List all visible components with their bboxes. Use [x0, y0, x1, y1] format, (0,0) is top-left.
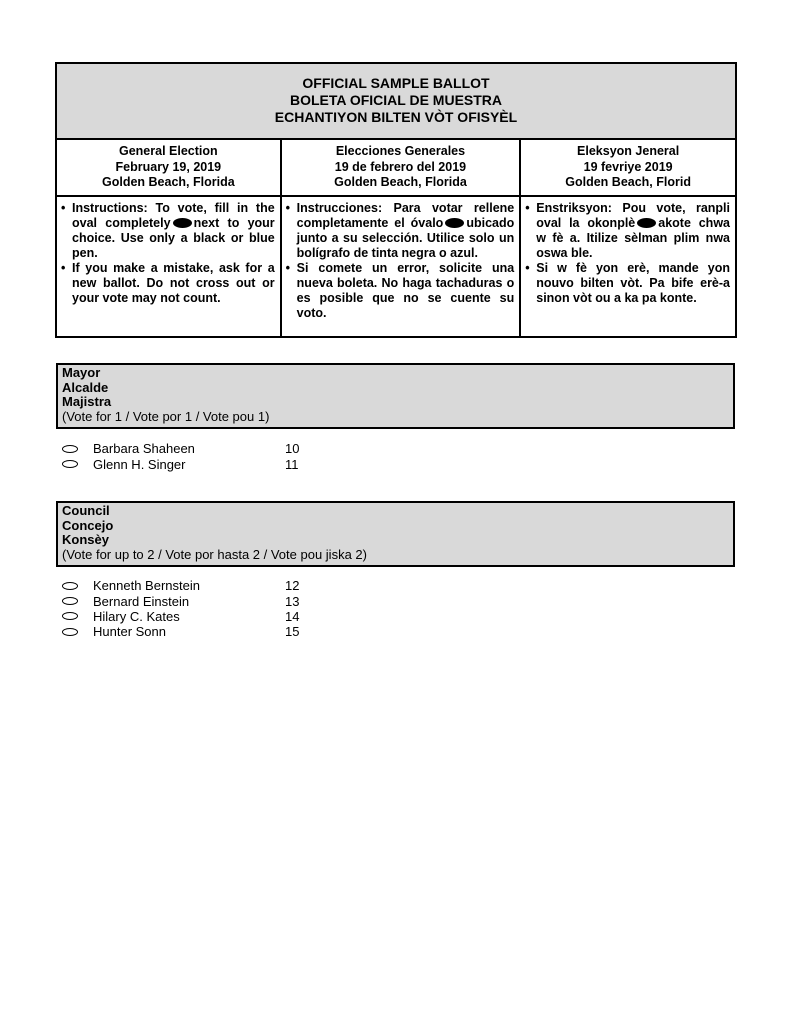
instructions-row [57, 197, 735, 336]
instructions-english [57, 197, 282, 336]
instructions-spanish [282, 197, 522, 336]
contest-title-line: Majistra [62, 394, 112, 409]
vote-oval[interactable] [62, 628, 78, 636]
bullet-icon: • [525, 200, 530, 215]
candidate-number: 12 [285, 578, 300, 594]
election-name: General Election [119, 144, 218, 158]
contest-title-line: Konsèy [62, 532, 109, 547]
filled-oval-icon [173, 218, 192, 228]
vote-oval[interactable] [62, 597, 78, 605]
ballot-title [57, 64, 735, 140]
candidate-row [62, 624, 325, 639]
candidate-number: 11 [285, 456, 299, 472]
vote-rule: (Vote for up to 2 / Vote por hasta 2 / Vote pou jiska 2) [62, 546, 367, 562]
contest-header-council [56, 501, 735, 567]
contest-title-line: Council [62, 503, 110, 518]
instruction-bullet [61, 261, 275, 306]
bullet-icon: • [61, 260, 66, 275]
candidate-row [62, 441, 325, 456]
instruction-bullet [525, 201, 730, 261]
instruction-text: Si comete un error, solicite una nueva boleta. No haga tachaduras o es posible que no se cuente su voto. [296, 260, 515, 320]
election-place: Golden Beach, Florida [102, 175, 235, 189]
candidate-number: 14 [285, 608, 300, 624]
candidate-name: Hilary C. Kates [93, 608, 180, 624]
election-place: Golden Beach, Florida [334, 175, 467, 189]
election-place: Golden Beach, Florid [565, 175, 691, 189]
ballot-title-line-ht: ECHANTIYON BILTEN VÒT OFISYÈL [274, 109, 518, 125]
election-name: Elecciones Generales [335, 144, 466, 158]
instruction-bullet [525, 261, 730, 306]
candidate-row [62, 578, 325, 593]
instruction-bullet [286, 201, 515, 261]
candidate-list-mayor [62, 441, 325, 472]
ballot-header-table [55, 62, 737, 338]
contest-title-line: Mayor [62, 365, 101, 380]
bullet-icon: • [285, 200, 291, 215]
ballot-title-line-en: OFFICIAL SAMPLE BALLOT [302, 75, 490, 91]
filled-oval-icon [445, 218, 464, 228]
candidate-number: 13 [285, 593, 300, 609]
vote-oval[interactable] [62, 612, 78, 620]
candidate-row [62, 593, 325, 608]
candidate-number: 15 [285, 624, 300, 640]
contest-title-line: Alcalde [62, 379, 109, 395]
filled-oval-icon [637, 218, 656, 228]
instruction-text: Instructions: To vote, fill in the oval completely next to your choice. Use only a black or blue pen. [72, 200, 275, 260]
contest-header-mayor [56, 363, 735, 429]
candidate-list-council [62, 578, 325, 640]
vote-oval[interactable] [62, 445, 78, 453]
instruction-bullet [61, 201, 275, 261]
instruction-bullet [286, 261, 515, 321]
bullet-icon: • [285, 260, 291, 275]
election-header-creole [521, 140, 735, 197]
ballot-title-line-es: BOLETA OFICIAL DE MUESTRA [289, 92, 503, 108]
candidate-row [62, 456, 325, 471]
instruction-text: Si w fè yon erè, mande yon nouvo bilten vòt. Pa bife erè-a sinon vòt ou a ka pa konte. [536, 260, 730, 305]
election-header-row [57, 140, 735, 197]
candidate-name: Bernard Einstein [93, 593, 190, 609]
bullet-icon: • [525, 260, 530, 275]
candidate-name: Hunter Sonn [93, 624, 166, 640]
vote-oval[interactable] [62, 582, 78, 590]
election-date: February 19, 2019 [115, 159, 222, 174]
election-name: Eleksyon Jeneral [577, 144, 680, 158]
election-date: 19 fevriye 2019 [583, 159, 673, 174]
candidate-row [62, 609, 325, 624]
candidate-name: Barbara Shaheen [93, 441, 195, 457]
candidate-number: 10 [285, 441, 300, 457]
instruction-text: Enstriksyon: Pou vote, ranpli oval la okonplè akote chwa w fè a. Itilize sèlman plim nwa oswa ble. [536, 200, 730, 260]
candidate-name: Glenn H. Singer [93, 456, 186, 472]
instruction-text: Instrucciones: Para votar rellene completamente el óvalo ubicado junto a su selección. Utilice solo un bolígrafo de tinta negra o azul. [296, 200, 515, 260]
election-date: 19 de febrero del 2019 [334, 159, 467, 174]
vote-rule: (Vote for 1 / Vote por 1 / Vote pou 1) [62, 408, 270, 424]
election-header-english [57, 140, 282, 197]
instruction-text: If you make a mistake, ask for a new ballot. Do not cross out or your vote may not count. [72, 260, 275, 305]
candidate-name: Kenneth Bernstein [93, 578, 200, 594]
vote-oval[interactable] [62, 460, 78, 468]
election-header-spanish [282, 140, 522, 197]
instructions-creole [521, 197, 735, 336]
bullet-icon: • [61, 200, 66, 215]
contest-title-line: Concejo [62, 517, 114, 533]
